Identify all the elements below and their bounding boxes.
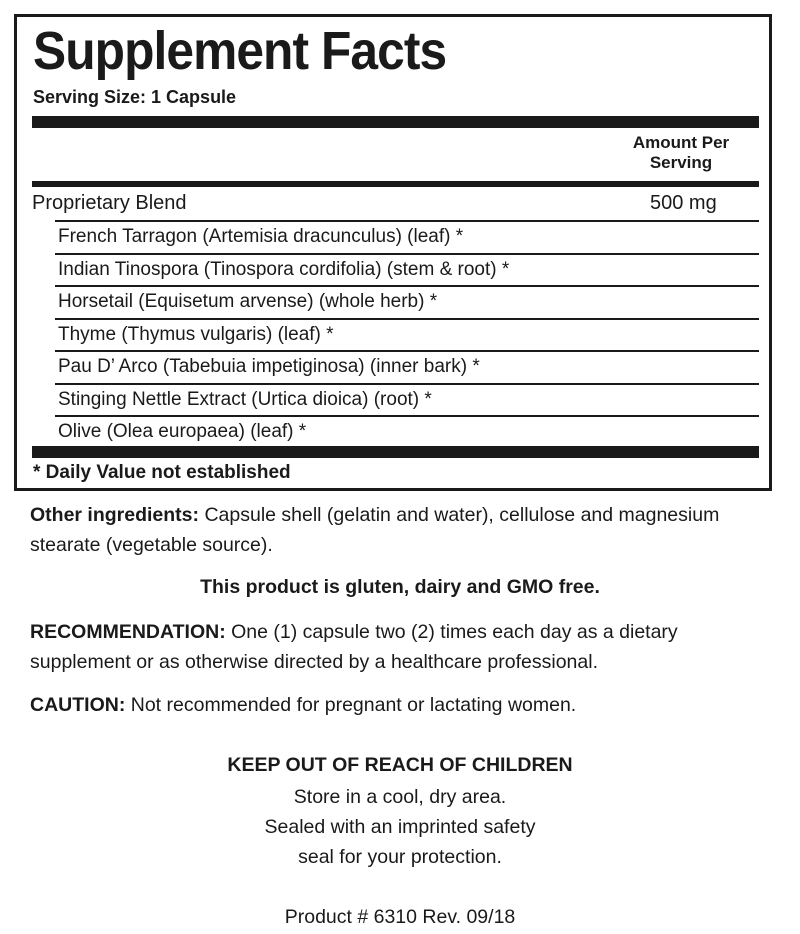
- ingredient-row: Olive (Olea europaea) (leaf) *: [55, 415, 759, 448]
- product-number: Product # 6310 Rev. 09/18: [284, 906, 516, 928]
- daily-value-note: * Daily Value not established: [33, 462, 291, 483]
- recommendation-label: RECOMMENDATION:: [30, 621, 226, 643]
- thick-divider-bottom: [32, 446, 759, 458]
- ingredient-row: Thyme (Thymus vulgaris) (leaf) *: [55, 318, 759, 351]
- amount-header-line2: Serving: [649, 153, 713, 172]
- caution: [30, 690, 775, 720]
- other-ingredients: [30, 500, 775, 560]
- amount-per-serving-header: [617, 133, 745, 173]
- thick-divider-middle: [32, 181, 759, 187]
- ingredient-row: Stinging Nettle Extract (Urtica dioica) (root) *: [55, 383, 759, 416]
- caution-label: CAUTION:: [30, 694, 126, 716]
- allergen-free-statement: This product is gluten, dairy and GMO free.: [200, 576, 600, 598]
- amount-header-line1: Amount Per: [632, 133, 730, 152]
- caution-text: Not recommended for pregnant or lactating women.: [125, 694, 577, 716]
- ingredient-row: French Tarragon (Artemisia dracunculus) (leaf) *: [55, 220, 759, 253]
- blend-amount: 500 mg: [650, 192, 717, 214]
- storage-line-1: Store in a cool, dry area.: [293, 786, 507, 808]
- recommendation-text: One (1) capsule two (2) times each day as a dietary supplement or as otherwise directed by a healthcare professional.: [30, 621, 678, 673]
- serving-size: Serving Size: 1 Capsule: [33, 87, 237, 107]
- blend-name: Proprietary Blend: [32, 192, 187, 214]
- storage-line-2: Sealed with an imprinted safety: [264, 816, 536, 838]
- ingredient-row: Indian Tinospora (Tinospora cordifolia) (stem & root) *: [55, 253, 759, 286]
- thick-divider-top: [32, 116, 759, 128]
- other-ingredients-label: Other ingredients:: [30, 504, 200, 526]
- keep-out-warning: KEEP OUT OF REACH OF CHILDREN: [227, 754, 573, 776]
- ingredient-row: Pau D’ Arco (Tabebuia impetiginosa) (inner bark) *: [55, 350, 759, 383]
- other-ingredients-text: Capsule shell (gelatin and water), cellulose and magnesium stearate (vegetable source).: [30, 504, 720, 556]
- proprietary-blend-row: [32, 188, 759, 221]
- recommendation: [30, 617, 775, 677]
- storage-line-3: seal for your protection.: [298, 846, 502, 868]
- panel-title: Supplement Facts: [33, 21, 447, 81]
- ingredient-row: Horsetail (Equisetum arvense) (whole herb) *: [55, 285, 759, 318]
- ingredient-list: [55, 220, 759, 448]
- supplement-facts-panel: [14, 14, 772, 491]
